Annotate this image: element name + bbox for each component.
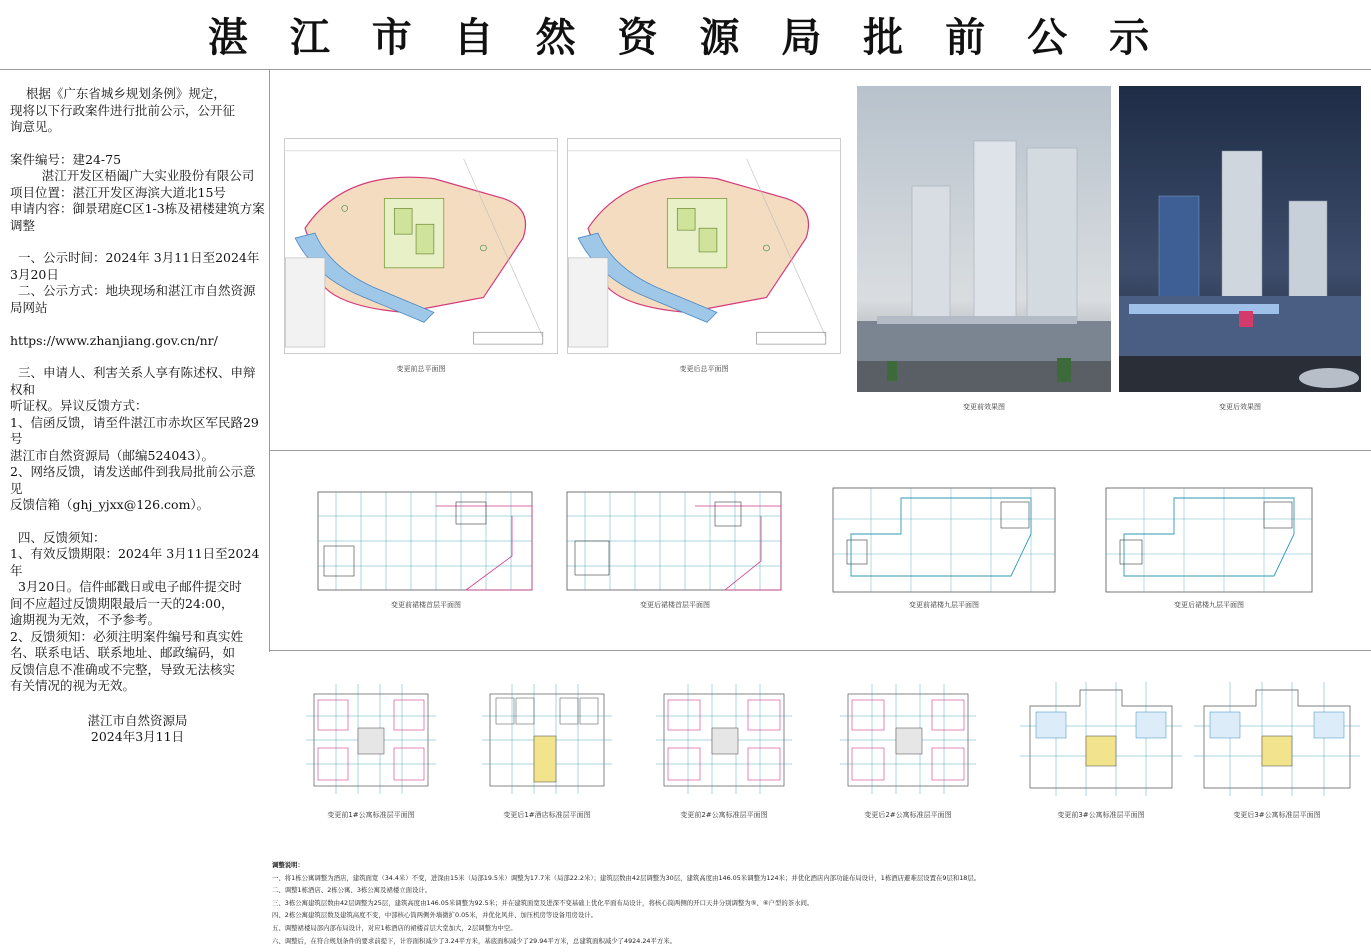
- podium-9f-after: [1104, 484, 1314, 608]
- floor-plan-drawing: [656, 676, 792, 802]
- caption: 变更后2#公寓标准层平面图: [864, 811, 952, 819]
- caption: 变更前裙楼首层平面图: [391, 601, 461, 609]
- section-objection-rights: 三、申请人、利害关系人享有陈述权、申辩权和 听证权。异议反馈方式： 1、信函反馈，请至件湛江市赤坎区军民路29号 湛江市自然资源局（邮编524043）。 2、网络反馈，请发送邮件到我局批前公示意见 反馈信箱（ghj_yjxx@126.com）。: [10, 365, 259, 512]
- rendering-after: [1119, 86, 1361, 414]
- tower2-after-plan: [840, 676, 976, 820]
- floor-plan-drawing: [482, 676, 612, 802]
- tower2-before-plan: [656, 676, 792, 820]
- podium-1f-before: [316, 486, 536, 608]
- floor-plan-drawing: [1104, 484, 1314, 596]
- floor-plan-drawing: [831, 484, 1057, 596]
- floor-plan-drawing: [316, 486, 536, 596]
- caption: 变更后裙楼首层平面图: [640, 601, 710, 609]
- podium-1f-after: [565, 486, 785, 608]
- site-plan-after: [567, 138, 841, 374]
- caption: 变更前总平面图: [396, 365, 446, 373]
- tower3-before-plan: [1020, 676, 1182, 820]
- floor-plan-drawing: [306, 676, 436, 802]
- site-plan-before: [284, 138, 558, 374]
- project-location: 项目位置：湛江开发区海滨大道北15号: [10, 184, 226, 200]
- section-publicity-method: 二、公示方式：地块现场和湛江市自然资源局网站 https://www.zhanjiang.gov.cn/nr/: [10, 283, 256, 348]
- floor-plan-drawing: [1194, 676, 1360, 802]
- row-divider: [270, 650, 1371, 651]
- signature-date: 2024年3月11日: [90, 729, 185, 744]
- podium-9f-before: [831, 484, 1057, 608]
- note-line: 二、调整1栋酒店、2栋公寓、3栋公寓及裙楼立面设计。: [272, 886, 432, 895]
- note-line: 四、2栋公寓建筑层数及建筑高度不变，中部核心筒两侧外墙微扩0.05米，并优化风井、加压机房等设备用房设计。: [272, 911, 598, 920]
- rendering-before-image: [857, 86, 1111, 392]
- tower1-before-plan: [306, 676, 436, 820]
- floor-plan-drawing: [1020, 676, 1182, 802]
- floor-plan-drawing: [565, 486, 785, 596]
- row-divider: [270, 450, 1371, 451]
- caption: 变更前3#公寓标准层平面图: [1057, 811, 1145, 819]
- tower3-after-plan: [1194, 676, 1360, 820]
- applicant: 湛江开发区梧阖广大实业股份有限公司: [10, 168, 255, 183]
- signature-org: 湛江市自然资源局: [87, 712, 188, 728]
- section-publicity-period: 一、公示时间：2024年 3月11日至2024年 3月20日: [10, 250, 264, 282]
- adjustment-notes: [270, 855, 1371, 952]
- caption: 变更后总平面图: [679, 365, 729, 373]
- rendering-before: [857, 86, 1111, 414]
- rendering-after-image: [1119, 86, 1361, 392]
- page-title: 湛 江 市 自 然 资 源 局 批 前 公 示: [207, 15, 1164, 61]
- floor-plan-drawing: [840, 676, 976, 802]
- caption: 变更后1#酒店标准层平面图: [503, 811, 591, 819]
- caption: 变更后3#公寓标准层平面图: [1233, 811, 1321, 819]
- note-line: 三、3栋公寓建筑层数由42层调整为25层，建筑高度由146.05米调整为92.5米；并在建筑面宽及进深不变基础上优化平面布局设计，将核心筒两侧的开口天井分别调整为⑤、⑥户型的茶水间。: [272, 898, 814, 907]
- notice-text-panel: [0, 70, 270, 744]
- notice-title-bar: [0, 0, 1371, 70]
- drawings-area: [270, 70, 1371, 952]
- caption: 变更前裙楼九层平面图: [909, 601, 979, 609]
- site-plan-after-drawing: [567, 138, 841, 354]
- caption: 变更后效果图: [1219, 403, 1261, 411]
- note-line: 一、将1栋公寓调整为酒店，建筑面宽（34.4米）不变，进深由15米（局部19.5米）调整为17.7米（局部22.2米）；建筑层数由42层调整为30层，建筑高度由146.05米调整为124米；并优化酒店内部功能布局设计，1栋酒店避难层设置在9层和18层。: [272, 873, 981, 882]
- intro-paragraph: 根据《广东省城乡规划条例》规定， 现将以下行政案件进行批前公示，公开征 询意见。: [10, 86, 236, 134]
- case-number: 案件编号：建24-75: [10, 151, 122, 167]
- caption: 变更前2#公寓标准层平面图: [680, 811, 768, 819]
- note-line: 五、调整裙楼局部内部布局设计，对应1栋酒店的裙楼首层大堂加大，2层调整为中空。: [272, 923, 517, 932]
- notes-title: 调整说明：: [272, 861, 304, 869]
- site-plan-before-drawing: [284, 138, 558, 354]
- caption: 变更前1#公寓标准层平面图: [327, 811, 415, 819]
- caption: 变更前效果图: [963, 403, 1005, 411]
- caption: 变更后裙楼九层平面图: [1174, 601, 1244, 609]
- note-line: 六、调整后，在符合规划条件的要求前提下，计容面积减少了3.24平方米，基底面积减少了29.94平方米，总建筑面积减少了4924.24平方米。: [272, 936, 677, 945]
- tower1-after-plan: [482, 676, 612, 820]
- application-content: 申请内容：御景珺庭C区1-3栋及裙楼建筑方案调整: [10, 201, 265, 233]
- section-feedback-notes: 四、反馈须知： 1、有效反馈期限：2024年 3月11日至2024年 3月20日。信件邮戳日或电子邮件提交时 间不应超过反馈期限最后一天的24:00， 逾期视为无效，不予参考。 2、反馈须知：必须注明案件编号和真实姓 名、联系电话、联系地址、邮政编码，如 反馈信息不准确或不完整，导致无法核实 有关情况的视为无效。: [10, 529, 260, 693]
